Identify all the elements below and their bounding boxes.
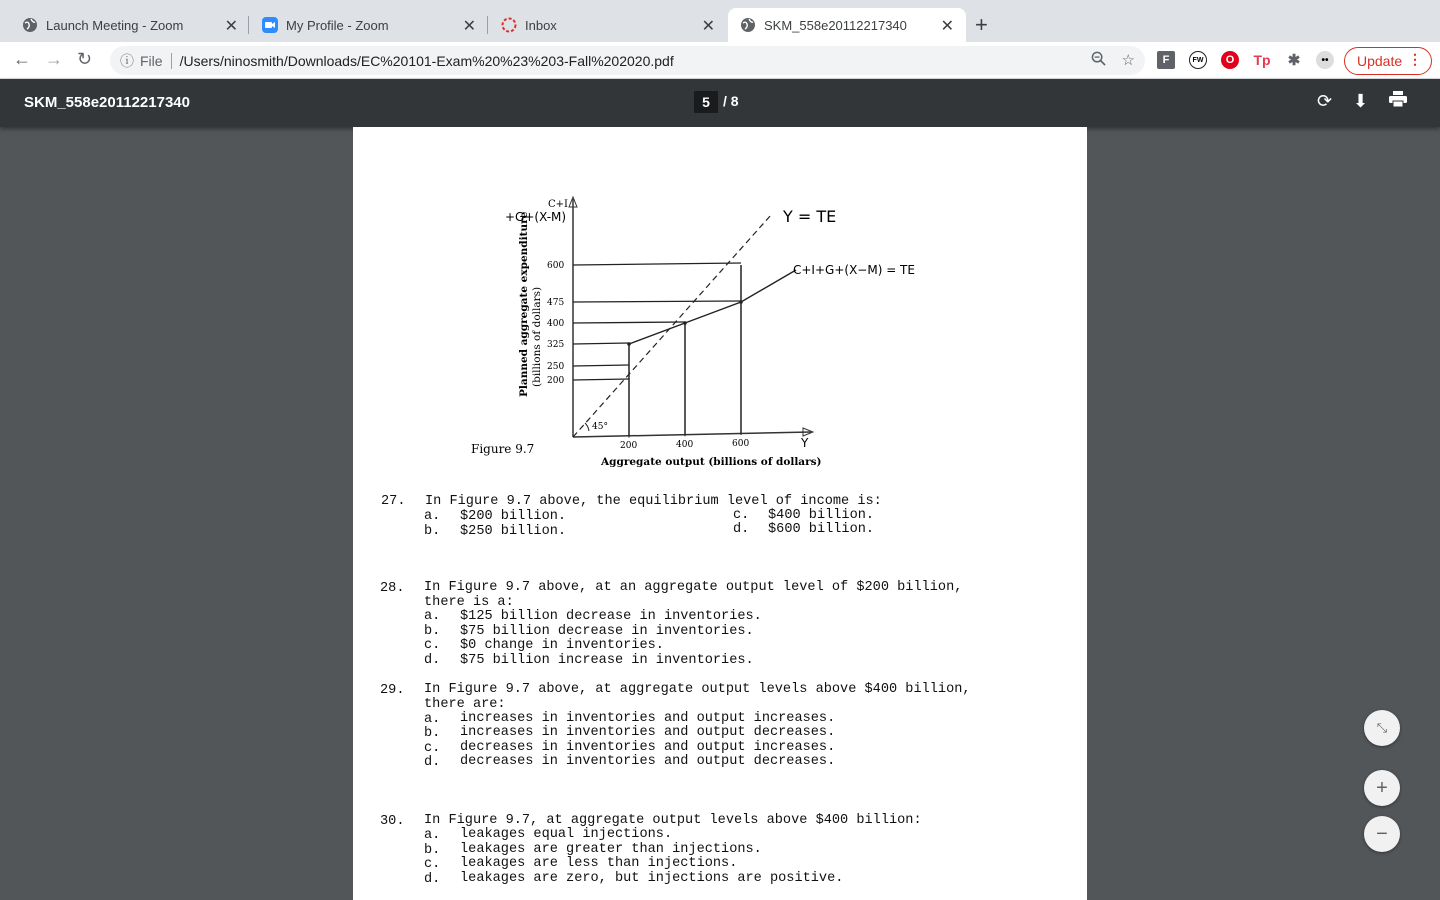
option-text: $600 billion.	[768, 522, 875, 537]
option-text: decreases in inventories and output increases.	[460, 740, 836, 755]
question-number: 27.	[381, 494, 406, 509]
option-letter: c.	[733, 508, 750, 523]
extension-f-icon[interactable]: F	[1157, 51, 1175, 69]
opera-icon[interactable]: O	[1221, 51, 1239, 69]
question-number: 28.	[380, 581, 405, 596]
question-number: 30.	[380, 814, 405, 829]
browser-toolbar	[0, 42, 1440, 79]
option-text: leakages are less than injections.	[460, 856, 738, 871]
profile-avatar[interactable]: ••	[1316, 51, 1334, 69]
x-axis-title: Aggregate output (billions of dollars)	[601, 456, 822, 468]
y-handwritten-label: +G+(X-M)	[505, 210, 567, 224]
zoom-out-button[interactable]	[1364, 816, 1400, 852]
print-icon[interactable]	[1389, 91, 1407, 112]
close-icon[interactable]: ✕	[701, 18, 715, 35]
x-axis-letter: Y	[801, 436, 809, 450]
y-top-label: C+I	[548, 199, 568, 210]
tab-pdf-active[interactable]	[728, 8, 966, 42]
question-stem: In Figure 9.7 above, the equilibrium level of income is:	[425, 494, 882, 509]
zoom-icon	[262, 17, 278, 33]
option-letter: c.	[424, 741, 441, 756]
horizontal-guide	[573, 263, 741, 265]
zoom-lens-icon[interactable]	[1091, 51, 1106, 70]
series-line-te	[629, 270, 796, 344]
line2-label: C+I+G+(X−M) = TE	[793, 263, 915, 277]
y-tick-label: 600	[547, 261, 565, 271]
question-stem: In Figure 9.7, at aggregate output levels above $400 billion:	[424, 813, 922, 828]
zoom-in-button[interactable]	[1364, 770, 1400, 806]
angle-label: 45°	[592, 422, 608, 432]
tab-inbox[interactable]	[489, 8, 727, 42]
page-total: / 8	[723, 93, 739, 109]
horizontal-guide	[573, 301, 741, 302]
y-axis-title-line1: Planned aggregate expenditure	[518, 211, 530, 397]
option-text: increases in inventories and output increases.	[460, 711, 836, 726]
y-axis-title-line2: (billions of dollars)	[531, 286, 543, 387]
update-label: Update	[1357, 53, 1403, 69]
y-tick-label: 250	[547, 362, 565, 372]
option-text: $125 billion decrease in inventories.	[460, 609, 762, 624]
option-text: $75 billion decrease in inventories.	[460, 624, 754, 639]
option-letter: a.	[424, 712, 441, 727]
option-letter: b.	[424, 726, 441, 741]
question-number: 29.	[380, 683, 405, 698]
tab-title: Inbox	[525, 17, 557, 33]
tab-my-profile[interactable]	[250, 8, 488, 42]
line1-label: Y = TE	[783, 207, 837, 226]
question-stem: In Figure 9.7 above, at aggregate output levels above $400 billion,	[424, 682, 971, 697]
tab-strip	[0, 0, 1440, 42]
question-stem: there is a:	[424, 595, 514, 610]
tab-launch-meeting[interactable]	[10, 8, 250, 42]
extensions-puzzle-icon[interactable]: ✱	[1287, 52, 1301, 69]
globe-icon	[740, 17, 756, 33]
angle-arc	[585, 423, 589, 431]
horizontal-guide	[573, 322, 685, 323]
option-text: $0 change in inventories.	[460, 638, 664, 653]
option-text: $200 billion.	[460, 509, 567, 524]
y-tick-label: 400	[547, 319, 565, 329]
file-label: File	[140, 52, 163, 69]
pdf-toolbar	[0, 79, 1440, 127]
info-icon[interactable]: ⓘ	[120, 52, 134, 69]
option-text: leakages equal injections.	[460, 827, 673, 842]
option-letter: a.	[424, 609, 441, 624]
option-letter: a.	[424, 509, 441, 524]
menu-icon[interactable]: ⋮	[1408, 51, 1422, 67]
rotate-icon[interactable]: ⟳	[1317, 91, 1333, 111]
x-axis	[573, 432, 811, 437]
option-letter: d.	[424, 755, 441, 770]
option-letter: d.	[424, 872, 441, 887]
option-letter: c.	[424, 857, 441, 872]
fit-to-page-button[interactable]	[1364, 710, 1400, 746]
option-letter: d.	[733, 522, 750, 537]
y-tick-label: 475	[547, 298, 565, 308]
fit-page-icon: ⤡	[1376, 720, 1388, 735]
option-text: $75 billion increase in inventories.	[460, 653, 754, 668]
horizontal-guide	[573, 365, 629, 366]
figure-9-7	[353, 127, 1087, 477]
extension-fw-icon[interactable]: FW	[1189, 51, 1207, 69]
pdf-title: SKM_558e20112217340	[24, 94, 190, 111]
question-stem: there are:	[424, 697, 506, 712]
option-text: leakages are greater than injections.	[460, 842, 762, 857]
tab-title: My Profile - Zoom	[286, 17, 389, 33]
option-letter: b.	[424, 624, 441, 639]
option-text: leakages are zero, but injections are positive.	[460, 871, 844, 886]
x-tick-label: 200	[620, 441, 638, 451]
globe-icon	[22, 17, 38, 33]
option-letter: c.	[424, 638, 441, 653]
close-icon[interactable]: ✕	[224, 18, 238, 35]
close-icon[interactable]: ✕	[940, 18, 954, 35]
x-tick-label: 400	[676, 440, 694, 450]
minus-icon: −	[1376, 822, 1388, 845]
extension-tp-icon[interactable]: Tp	[1253, 52, 1271, 68]
download-icon[interactable]: ⬇	[1353, 91, 1369, 111]
horizontal-guide	[573, 379, 629, 380]
plus-icon: +	[1376, 776, 1388, 799]
option-letter: d.	[424, 653, 441, 668]
tab-title: Launch Meeting - Zoom	[46, 17, 184, 33]
page-number-input[interactable]: 5	[694, 91, 718, 113]
question-stem: In Figure 9.7 above, at an aggregate output level of $200 billion,	[424, 580, 963, 595]
reload-icon[interactable]: ↻	[77, 49, 93, 69]
bookmark-star-icon[interactable]: ☆	[1121, 52, 1135, 69]
option-text: decreases in inventories and output decreases.	[460, 754, 836, 769]
figure-label: Figure 9.7	[471, 442, 535, 456]
horizontal-guide	[573, 343, 629, 344]
tab-title: SKM_558e20112217340	[764, 17, 907, 33]
back-icon[interactable]: ←	[13, 49, 31, 69]
loading-icon	[501, 17, 517, 33]
forward-icon[interactable]: →	[45, 49, 63, 69]
new-tab-button[interactable]: +	[975, 12, 988, 37]
y-tick-label: 200	[547, 376, 565, 386]
option-text: $400 billion.	[768, 508, 875, 523]
option-letter: a.	[424, 828, 441, 843]
url-text[interactable]: /Users/ninosmith/Downloads/EC%20101-Exam%20%23%203-Fall%202020.pdf	[179, 52, 674, 69]
option-text: increases in inventories and output decreases.	[460, 725, 836, 740]
option-letter: b.	[424, 524, 441, 539]
pdf-page	[353, 127, 1087, 900]
option-text: $250 billion.	[460, 524, 567, 539]
x-tick-label: 600	[732, 439, 750, 449]
close-icon[interactable]: ✕	[462, 18, 476, 35]
option-letter: b.	[424, 843, 441, 858]
update-button[interactable]	[1344, 47, 1432, 75]
y-tick-label: 325	[547, 340, 565, 350]
address-bar[interactable]	[110, 46, 1145, 75]
